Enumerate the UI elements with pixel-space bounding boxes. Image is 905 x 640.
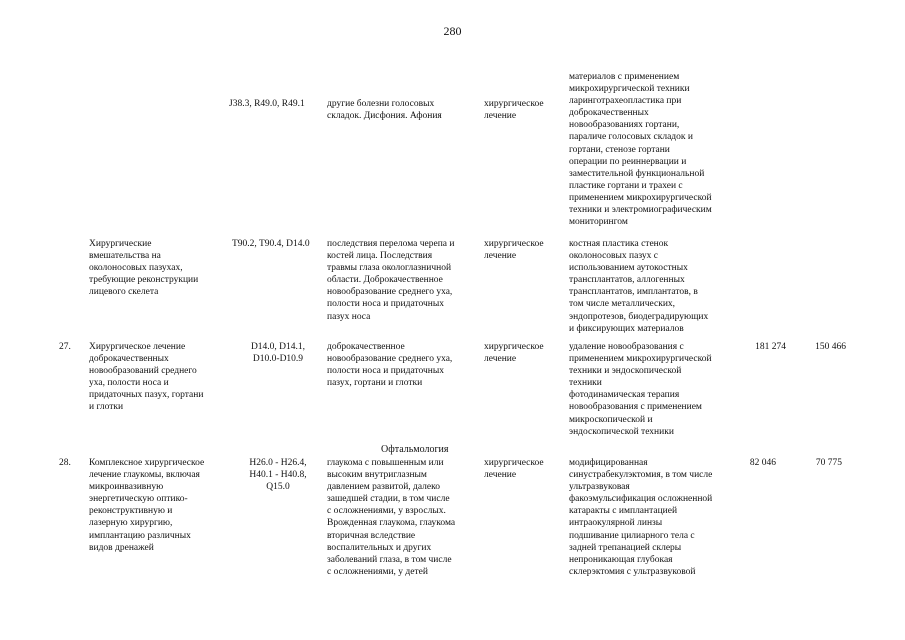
row-28-condition: глаукома с повышенным или высоким внутриглазным давлением развитой, далеко зашедшей стадии, в том числе с осложнениями, у взрослых. Врожденная глаукома, глаукома вторичная вследствие воспалительных и других заболеваний глаза, в том числе с осложнениями, у детей bbox=[327, 458, 456, 577]
continuation-condition: другие болезни голосовых складок. Дисфония. Афония bbox=[327, 99, 442, 122]
facial-row-name: Хирургические вмешательства на околоносовых пазухах, требующие реконструкции лицевого скелета bbox=[89, 239, 199, 298]
row-28-cost-2: 70 775 bbox=[815, 458, 842, 468]
row-27-treatment: хирургическое лечение bbox=[484, 342, 544, 365]
row-28-cost-1: 82 046 bbox=[749, 458, 776, 468]
row-28-treatment: хирургическое лечение bbox=[484, 458, 544, 481]
row-27-method: удаление новообразования с применением микрохирургической техники и эндоскопической техники фотодинамическая терапия новообразования с применением микроскопической и эндоскопической техники bbox=[569, 342, 712, 437]
continuation-treatment: хирургическое лечение bbox=[484, 99, 544, 122]
row-27-number: 27. bbox=[59, 342, 71, 352]
facial-row-codes: T90.2, T90.4, D14.0 bbox=[232, 239, 310, 249]
row-28-name: Комплексное хирургическое лечение глаукомы, включая микроинвазивную энергетическую оптико- реконструктивную и лазерную хирургию, имплантацию различных видов дренажей bbox=[89, 458, 205, 553]
section-heading: Офтальмология bbox=[381, 444, 449, 455]
row-27-codes: D14.0, D14.1, D10.0-D10.9 bbox=[250, 342, 306, 365]
continuation-method: материалов с применением микрохирургической техники ларинготрахеопластика при доброкачественных новообразованиях гортани, параличе голосовых складок и гортани, стенозе гортани операции по реиннервации и заместительной функциональной пластике гортани и трахеи с применением микрохирургической техники и электромиографическим мониторингом bbox=[569, 72, 712, 228]
row-28-number: 28. bbox=[59, 458, 71, 468]
row-28-codes: H26.0 - H26.4, H40.1 - H40.8, Q15.0 bbox=[249, 458, 307, 493]
continuation-codes: J38.3, R49.0, R49.1 bbox=[229, 99, 305, 109]
facial-row-method: костная пластика стенок околоносовых пазух с использованием аутокостных трансплантатов, аллогенных трансплантатов, имплантатов, в том числе металлических, эндопротезов, биодеградирующих и фиксирующих материалов bbox=[569, 239, 709, 334]
facial-row-treatment: хирургическое лечение bbox=[484, 239, 544, 262]
row-27-cost-2: 150 466 bbox=[815, 342, 846, 352]
row-27-name: Хирургическое лечение доброкачественных новообразований среднего уха, полости носа и придаточных пазух, гортани и глотки bbox=[89, 342, 204, 413]
row-27-condition: доброкачественное новообразование среднего уха, полости носа и придаточных пазух, гортани и глотки bbox=[327, 342, 453, 389]
facial-row-condition: последствия перелома черепа и костей лица. Последствия травмы глаза окологлазничной области. Доброкачественное новообразование среднего уха, полости носа и придаточных пазух носа bbox=[327, 239, 455, 322]
row-28-method: модифицированная синустрабекулэктомия, в том числе ультразвуковая факоэмульсификация осложненной катаракты с имплантацией интраокулярной линзы подшивание цилиарного тела с задней трепанацией склеры непроникающая глубокая склерэктомия с ультразвуковой bbox=[569, 458, 713, 577]
row-27-cost-1: 181 274 bbox=[755, 342, 786, 352]
page-number: 280 bbox=[443, 24, 462, 38]
